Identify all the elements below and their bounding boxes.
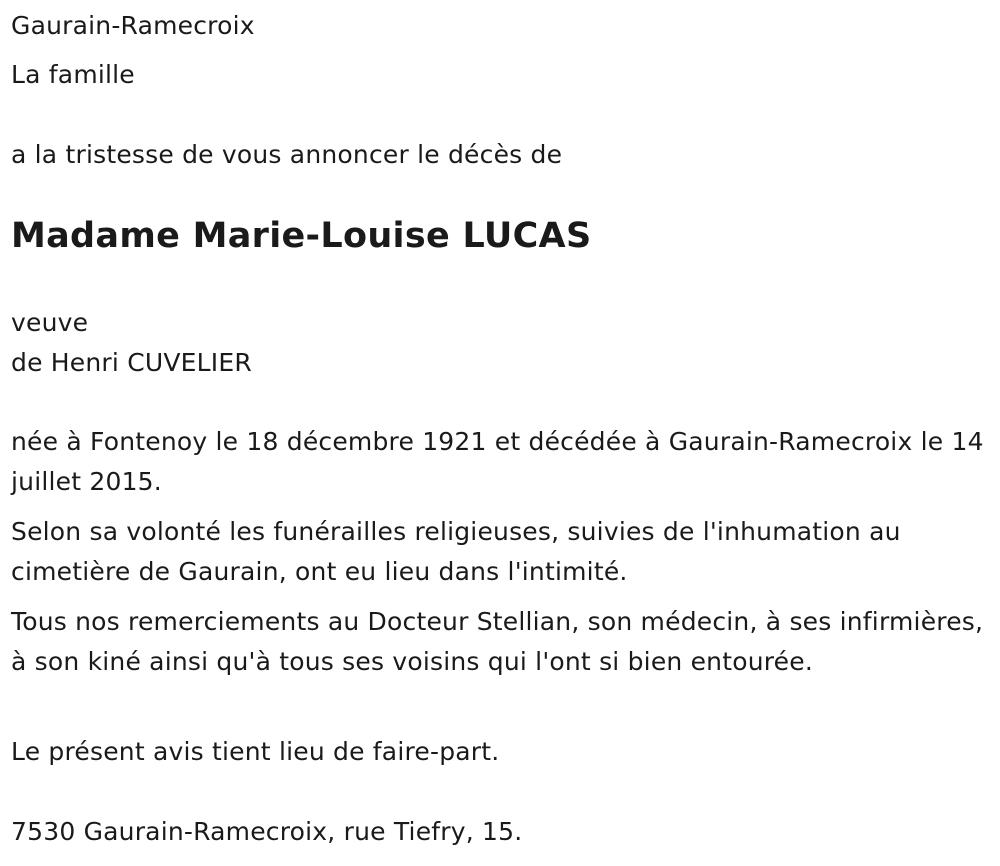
- location-text: Gaurain-Ramecroix: [11, 11, 255, 40]
- spouse-name: de Henri CUVELIER: [11, 348, 252, 377]
- announcement-text: a la tristesse de vous annoncer le décès de: [11, 140, 563, 169]
- deceased-name: Madame Marie-Louise LUCAS: [11, 216, 592, 256]
- funeral-paragraph: Selon sa volonté les funérailles religieuses, suivies de l'inhumation au cimetière de Gaurain, ont eu lieu dans l'intimité.: [11, 517, 901, 586]
- widow-label: veuve: [11, 308, 89, 337]
- address-text: 7530 Gaurain-Ramecroix, rue Tiefry, 15.: [11, 817, 523, 846]
- family-text: La famille: [11, 60, 135, 89]
- thanks-paragraph: Tous nos remerciements au Docteur Stellian, son médecin, à ses infirmières, à son kiné ainsi qu'à tous ses voisins qui l'ont si bien entourée.: [11, 607, 984, 676]
- notice-text: Le présent avis tient lieu de faire-part.: [11, 737, 500, 766]
- birth-death-paragraph: née à Fontenoy le 18 décembre 1921 et décédée à Gaurain-Ramecroix le 14 juillet 2015.: [11, 427, 984, 496]
